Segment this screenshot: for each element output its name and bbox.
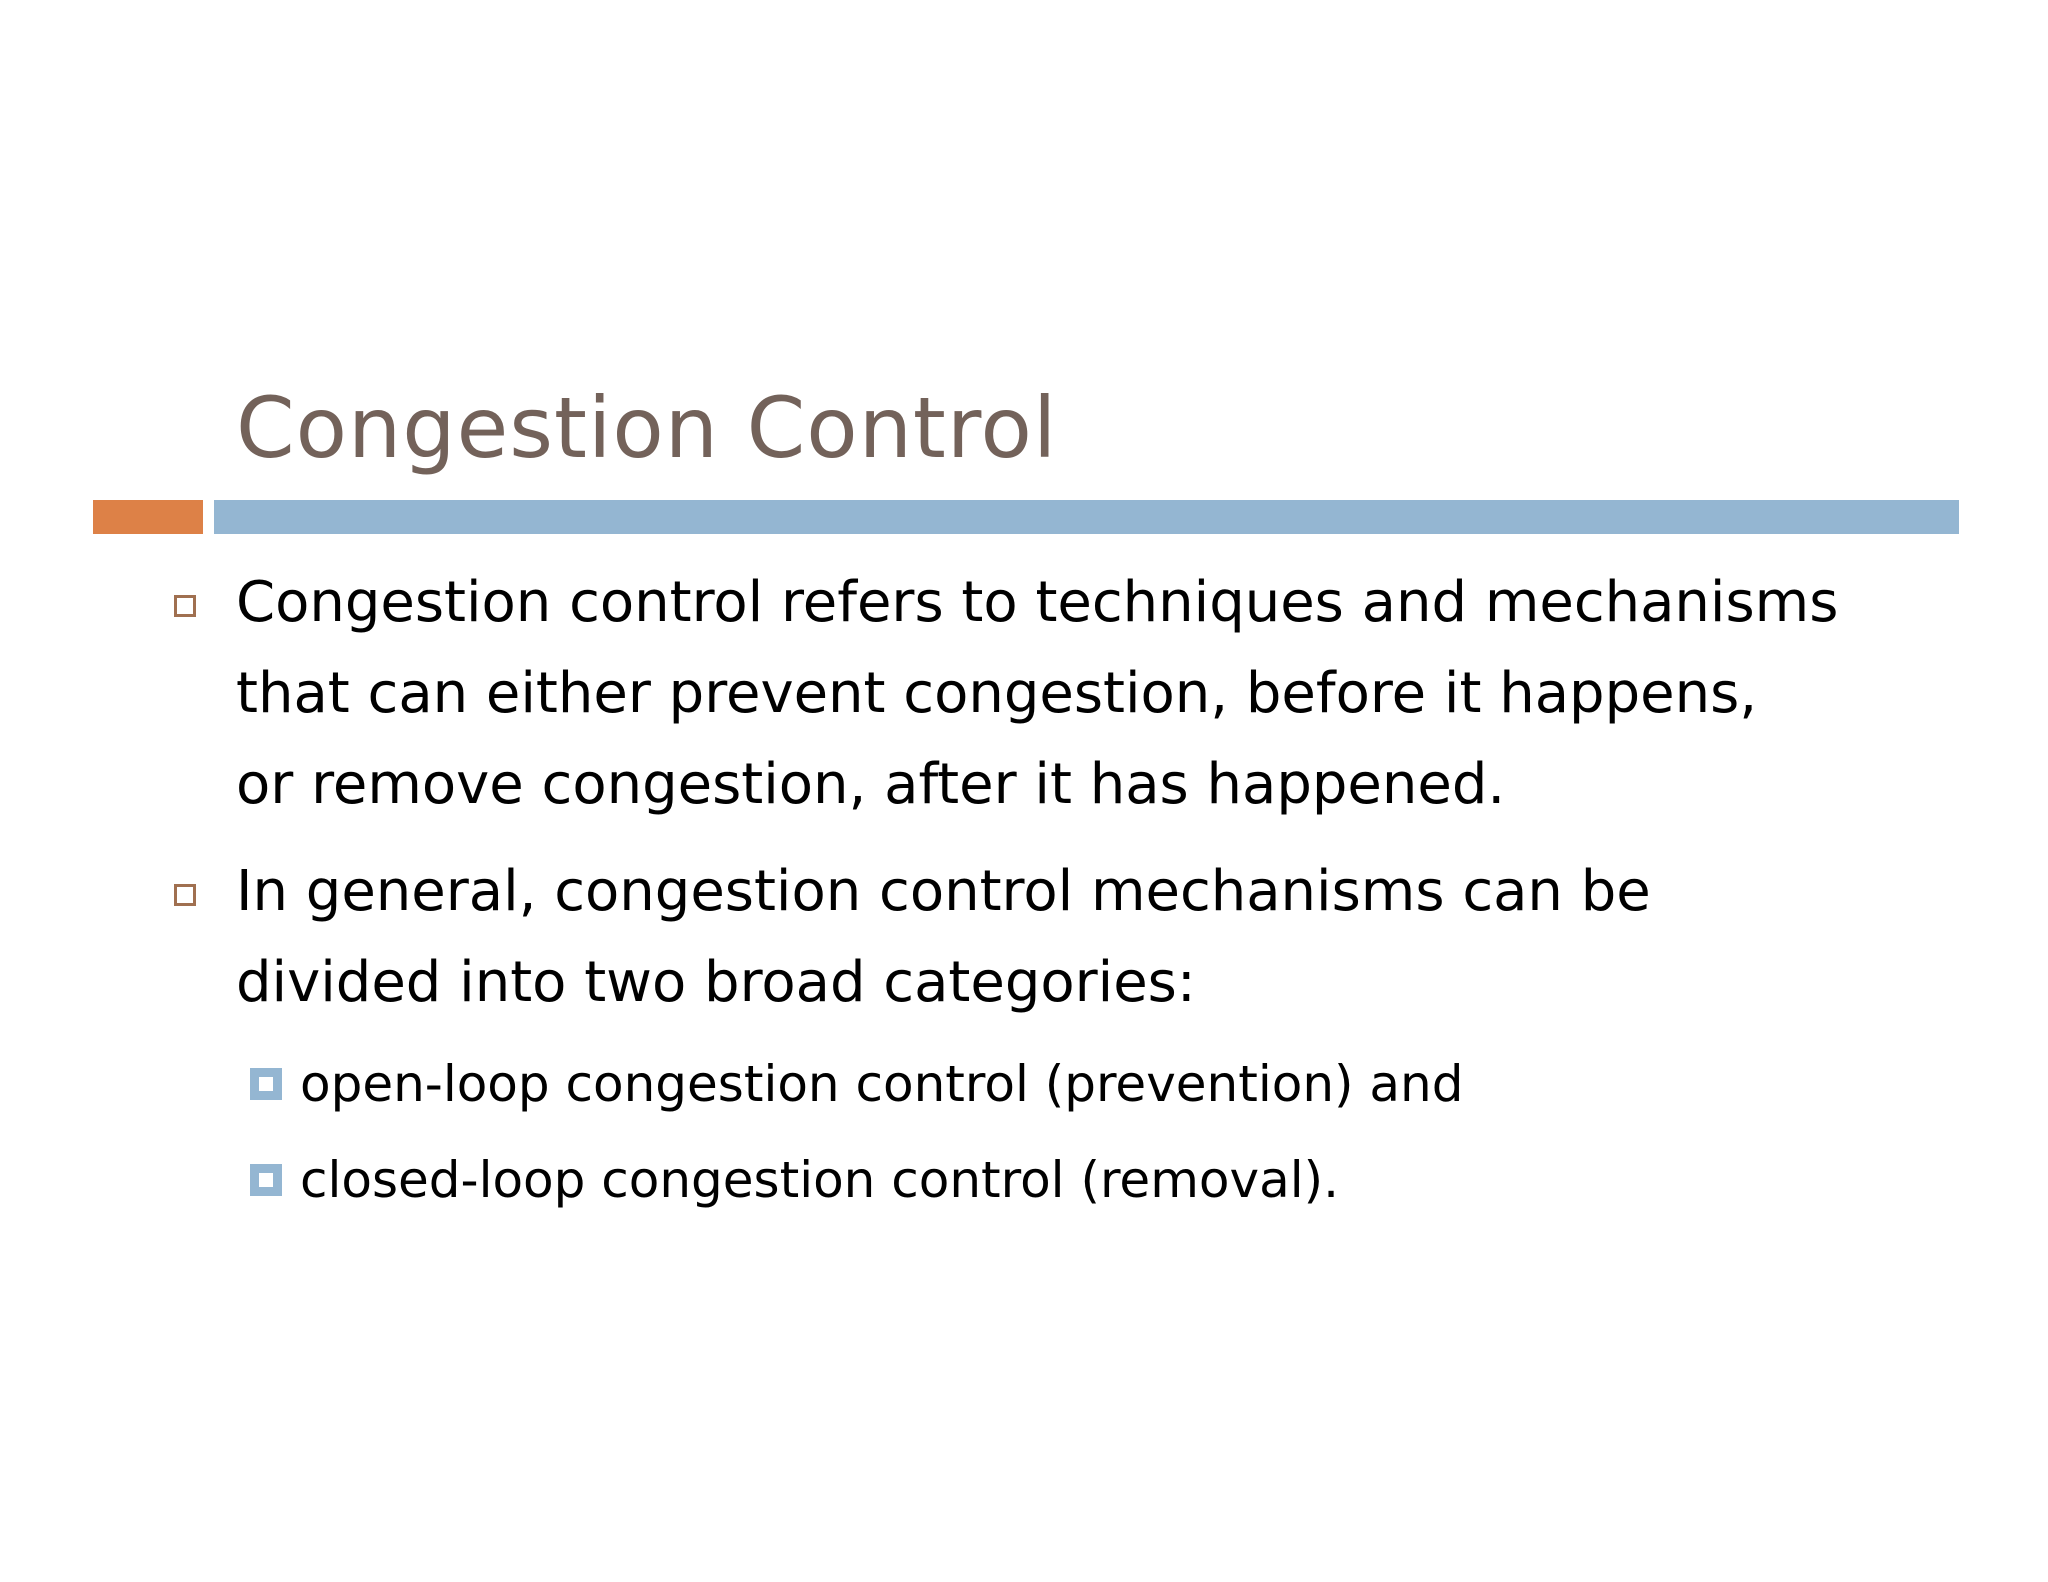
bullet-line: or remove congestion, after it has happened.: [236, 752, 1506, 817]
bullet-line: that can either prevent congestion, before it happens,: [236, 661, 1758, 726]
sub-bullet-item: [300, 1145, 1339, 1215]
bullet-line: divided into two broad categories:: [236, 950, 1196, 1015]
square-sub-bullet-icon: [250, 1068, 282, 1100]
title-rule-bar: [214, 500, 1959, 534]
square-bullet-icon: [174, 884, 196, 906]
square-bullet-icon: [174, 595, 196, 617]
slide-title: Congestion Control: [236, 379, 1058, 477]
bullet-item: [236, 846, 1916, 1028]
title-rule-accent: [93, 500, 203, 534]
sub-bullet-item: [300, 1049, 1463, 1119]
square-sub-bullet-icon: [250, 1164, 282, 1196]
bullet-line: Congestion control refers to techniques and mechanisms: [236, 570, 1839, 635]
sub-bullet-text: closed-loop congestion control (removal).: [300, 1151, 1340, 1209]
bullet-line: In general, congestion control mechanisms can be: [236, 859, 1651, 924]
sub-bullet-text: open-loop congestion control (prevention) and: [300, 1055, 1464, 1113]
bullet-item: [236, 557, 1916, 830]
